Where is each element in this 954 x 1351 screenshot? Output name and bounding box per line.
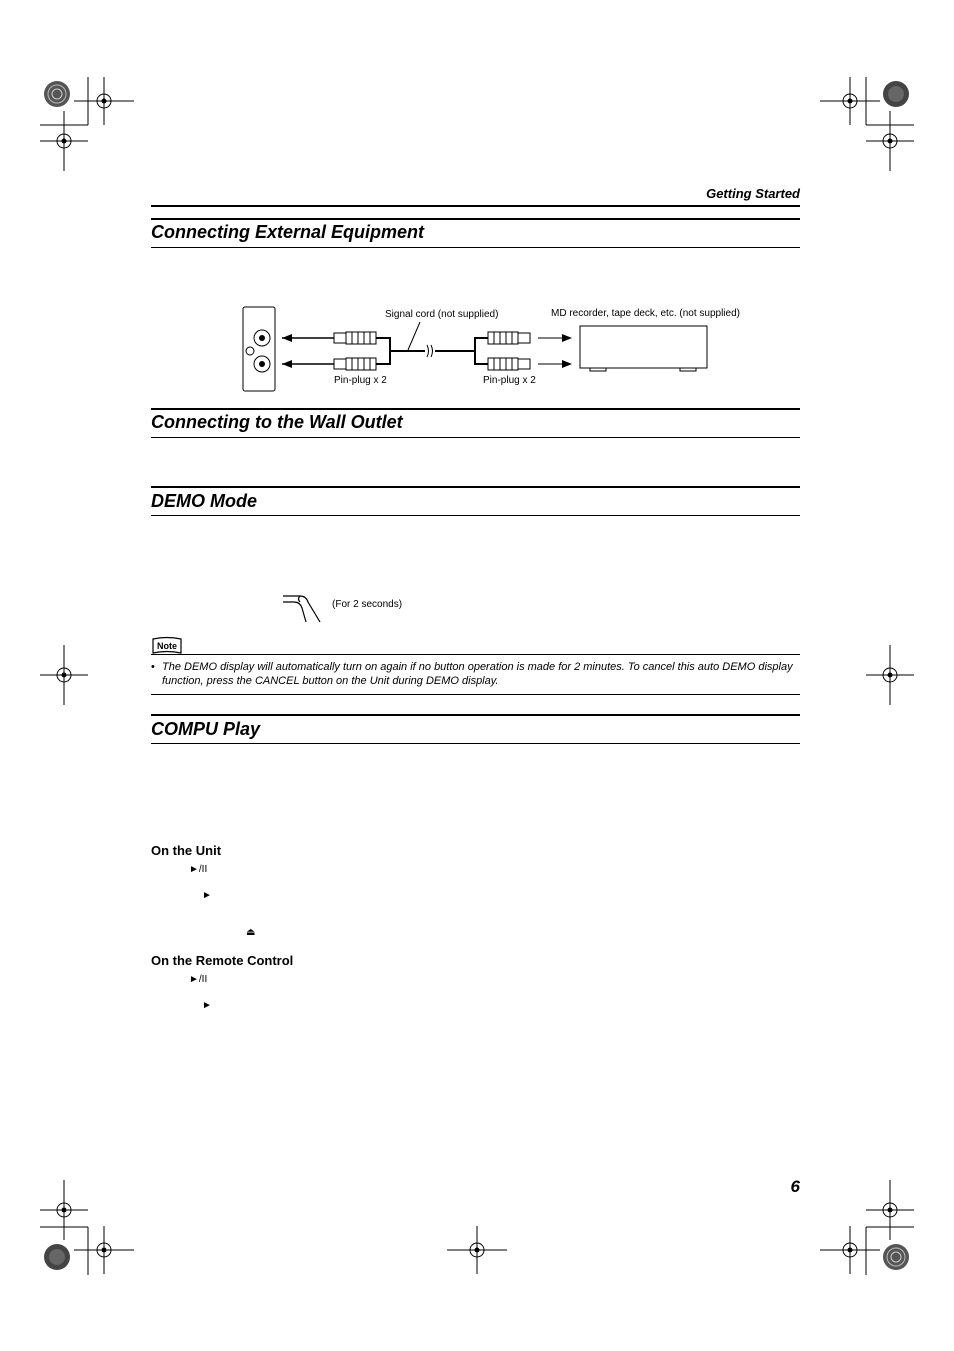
section-rule-top: [151, 218, 800, 220]
note-text: The DEMO display will automatically turn on again if no button operation is made for 2 minutes. To cancel this auto DEMO display function, press the CANCEL button on the Unit during DEMO display.: [162, 661, 793, 687]
section-rule-top: [151, 714, 800, 716]
page-number: 6: [790, 1177, 800, 1196]
section-rule-bottom: [151, 247, 800, 248]
play-pause-icon: ►/II: [189, 864, 208, 875]
signal-cord-label: Signal cord (not supplied): [385, 309, 499, 320]
play-pause-icon: ►/II: [189, 974, 208, 985]
pin-plug-label-right: Pin-plug x 2: [483, 375, 536, 386]
eject-icon: ⏏: [246, 927, 256, 938]
on-the-remote-heading: On the Remote Control: [151, 953, 294, 968]
play-icon: ►: [202, 1000, 212, 1011]
md-recorder-label: MD recorder, tape deck, etc. (not supplied): [551, 308, 740, 319]
svg-text:Note: Note: [157, 641, 177, 651]
on-the-unit-heading: On the Unit: [151, 843, 222, 858]
section-rule-bottom: [151, 515, 800, 516]
note-rule-bottom: [151, 694, 800, 695]
note-bullet: •: [151, 661, 155, 673]
pin-plug-label-left: Pin-plug x 2: [334, 375, 387, 386]
note-icon: [151, 636, 183, 656]
section-rule-bottom: [151, 437, 800, 438]
section-title-external: Connecting External Equipment: [151, 222, 425, 242]
running-header: Getting Started: [706, 186, 800, 201]
header-rule: [151, 205, 800, 207]
note-item: [151, 660, 801, 688]
section-rule-top: [151, 408, 800, 410]
press-duration-label: (For 2 seconds): [332, 599, 403, 610]
section-rule-top: [151, 486, 800, 488]
section-title-compu: COMPU Play: [151, 719, 261, 739]
note-rule-top: [151, 654, 800, 655]
section-rule-bottom: [151, 743, 800, 744]
section-title-wall: Connecting to the Wall Outlet: [151, 412, 403, 432]
finger-press-icon: [282, 590, 327, 626]
section-title-demo: DEMO Mode: [151, 491, 257, 511]
play-icon: ►: [202, 890, 212, 901]
